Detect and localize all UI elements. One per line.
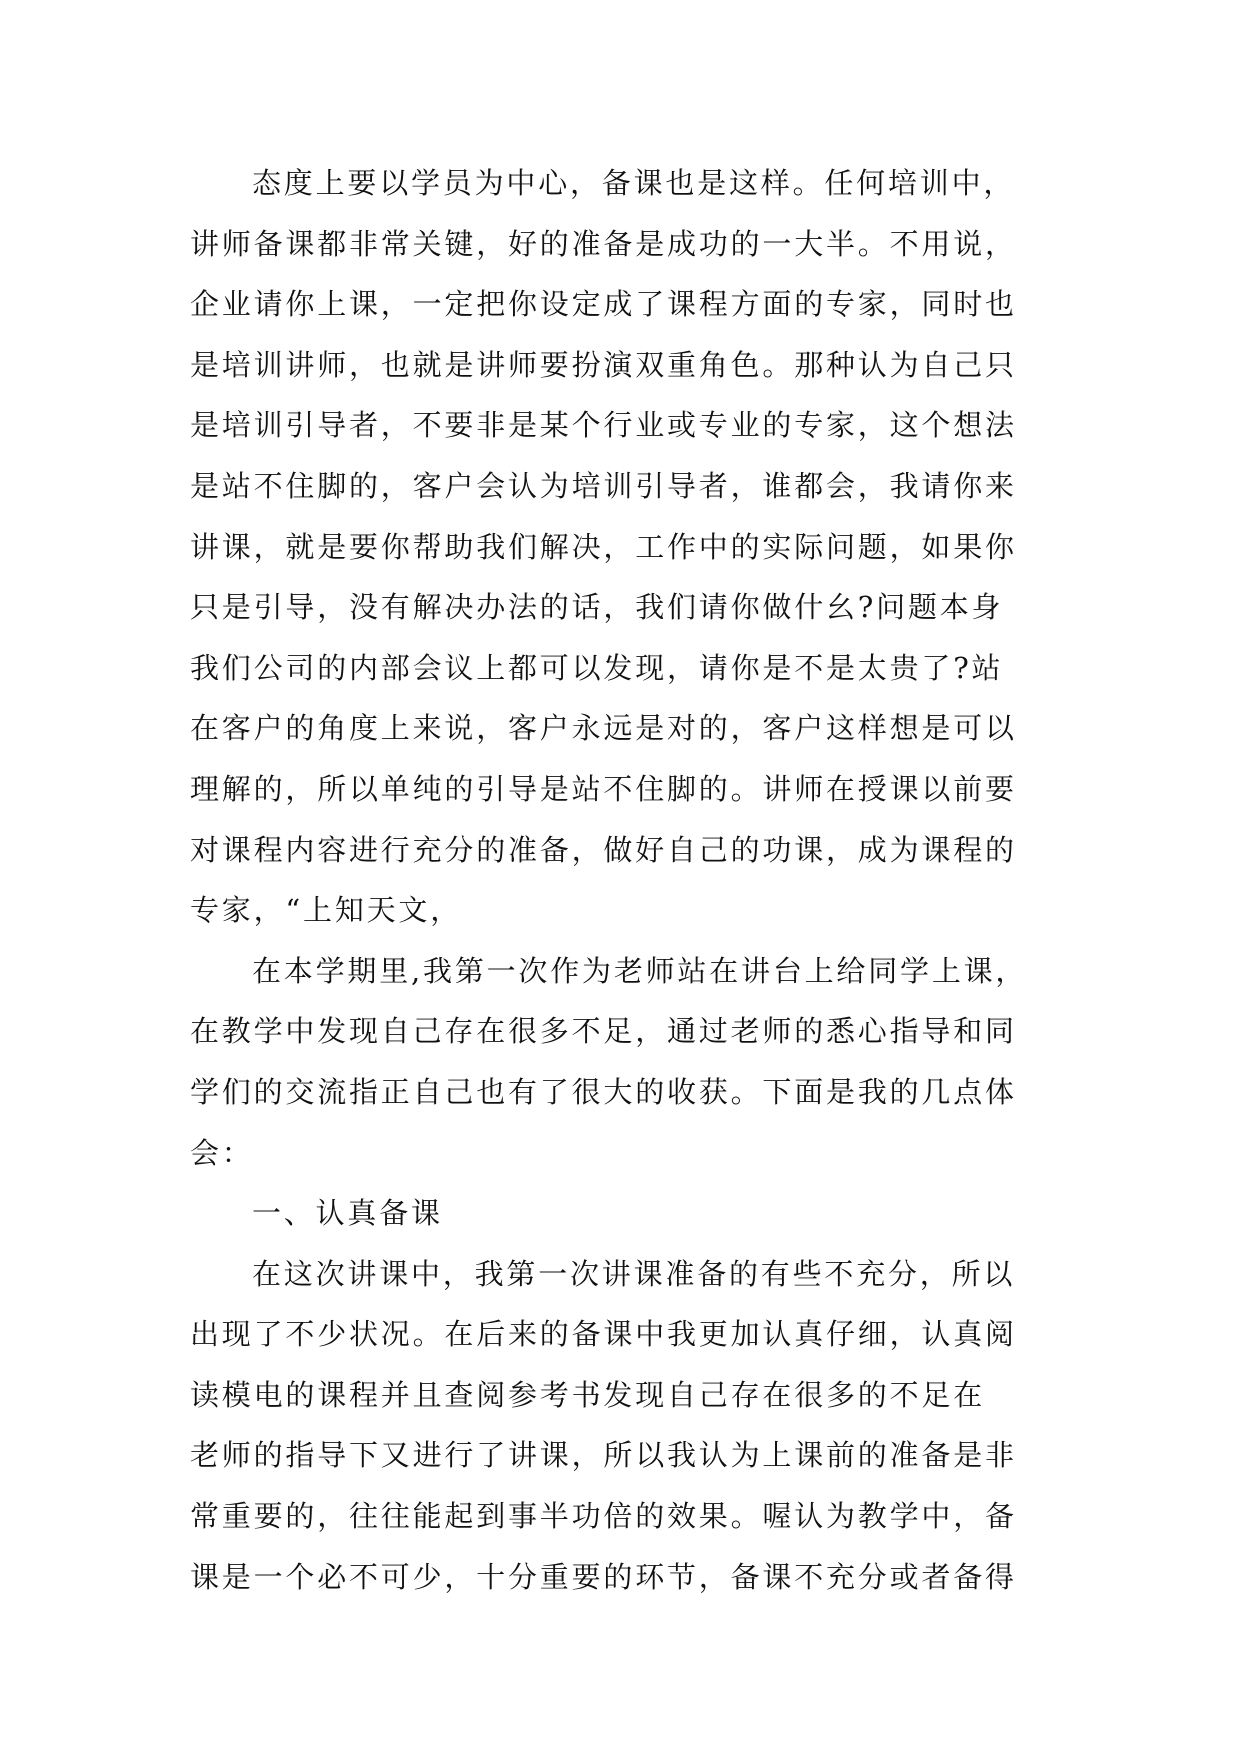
text-line: 是站不住脚的，客户会认为培训引导者，谁都会，我请你来 (190, 468, 1017, 503)
text-line: 只是引导，没有解决办法的话，我们请你做什幺?问题本身 (190, 590, 1004, 625)
text-line: 企业请你上课，一定把你设定成了课程方面的专家，同时也 (190, 287, 1017, 322)
text-line: 讲课，就是要你帮助我们解决，工作中的实际问题，如果你 (190, 529, 1017, 564)
text-line: 讲师备课都非常关键，好的准备是成功的一大半。不用说， (190, 226, 1017, 261)
text-line: 专家，“上知天文， (190, 893, 463, 928)
section-heading: 一、认真备课 (252, 1196, 443, 1231)
text-line: 读模电的课程并且查阅参考书发现自己存在很多的不足在 (190, 1377, 986, 1412)
text-line: 在本学期里,我第一次作为老师站在讲台上给同学上课， (252, 953, 1028, 988)
text-line: 在客户的角度上来说，客户永远是对的，客户这样想是可以 (190, 711, 1017, 746)
text-line: 出现了不少状况。在后来的备课中我更加认真仔细，认真阅 (190, 1317, 1017, 1352)
text-line: 对课程内容进行充分的准备，做好自己的功课，成为课程的 (190, 832, 1017, 867)
text-line: 在教学中发现自己存在很多不足，通过老师的悉心指导和同 (190, 1014, 1017, 1049)
text-line: 老师的指导下又进行了讲课，所以我认为上课前的准备是非 (190, 1438, 1017, 1473)
text-line: 是培训引导者，不要非是某个行业或专业的专家，这个想法 (190, 408, 1017, 443)
text-line: 是培训讲师，也就是讲师要扮演双重角色。那种认为自己只 (190, 347, 1017, 382)
text-line: 在这次讲课中，我第一次讲课准备的有些不充分，所以 (252, 1256, 1016, 1291)
document-body (190, 153, 1070, 1607)
text-line: 常重要的，往往能起到事半功倍的效果。喔认为教学中，备 (190, 1499, 1017, 1534)
text-line: 理解的，所以单纯的引导是站不住脚的。讲师在授课以前要 (190, 771, 1017, 806)
text-line: 态度上要以学员为中心，备课也是这样。任何培训中， (252, 166, 1016, 200)
text-line: 课是一个必不可少，十分重要的环节，备课不充分或者备得 (190, 1559, 1017, 1594)
text-line: 学们的交流指正自己也有了很大的收获。下面是我的几点体 (190, 1074, 1017, 1109)
text-line: 会： (190, 1135, 254, 1170)
text-line: 我们公司的内部会议上都可以发现，请你是不是太贵了?站 (190, 650, 1004, 685)
